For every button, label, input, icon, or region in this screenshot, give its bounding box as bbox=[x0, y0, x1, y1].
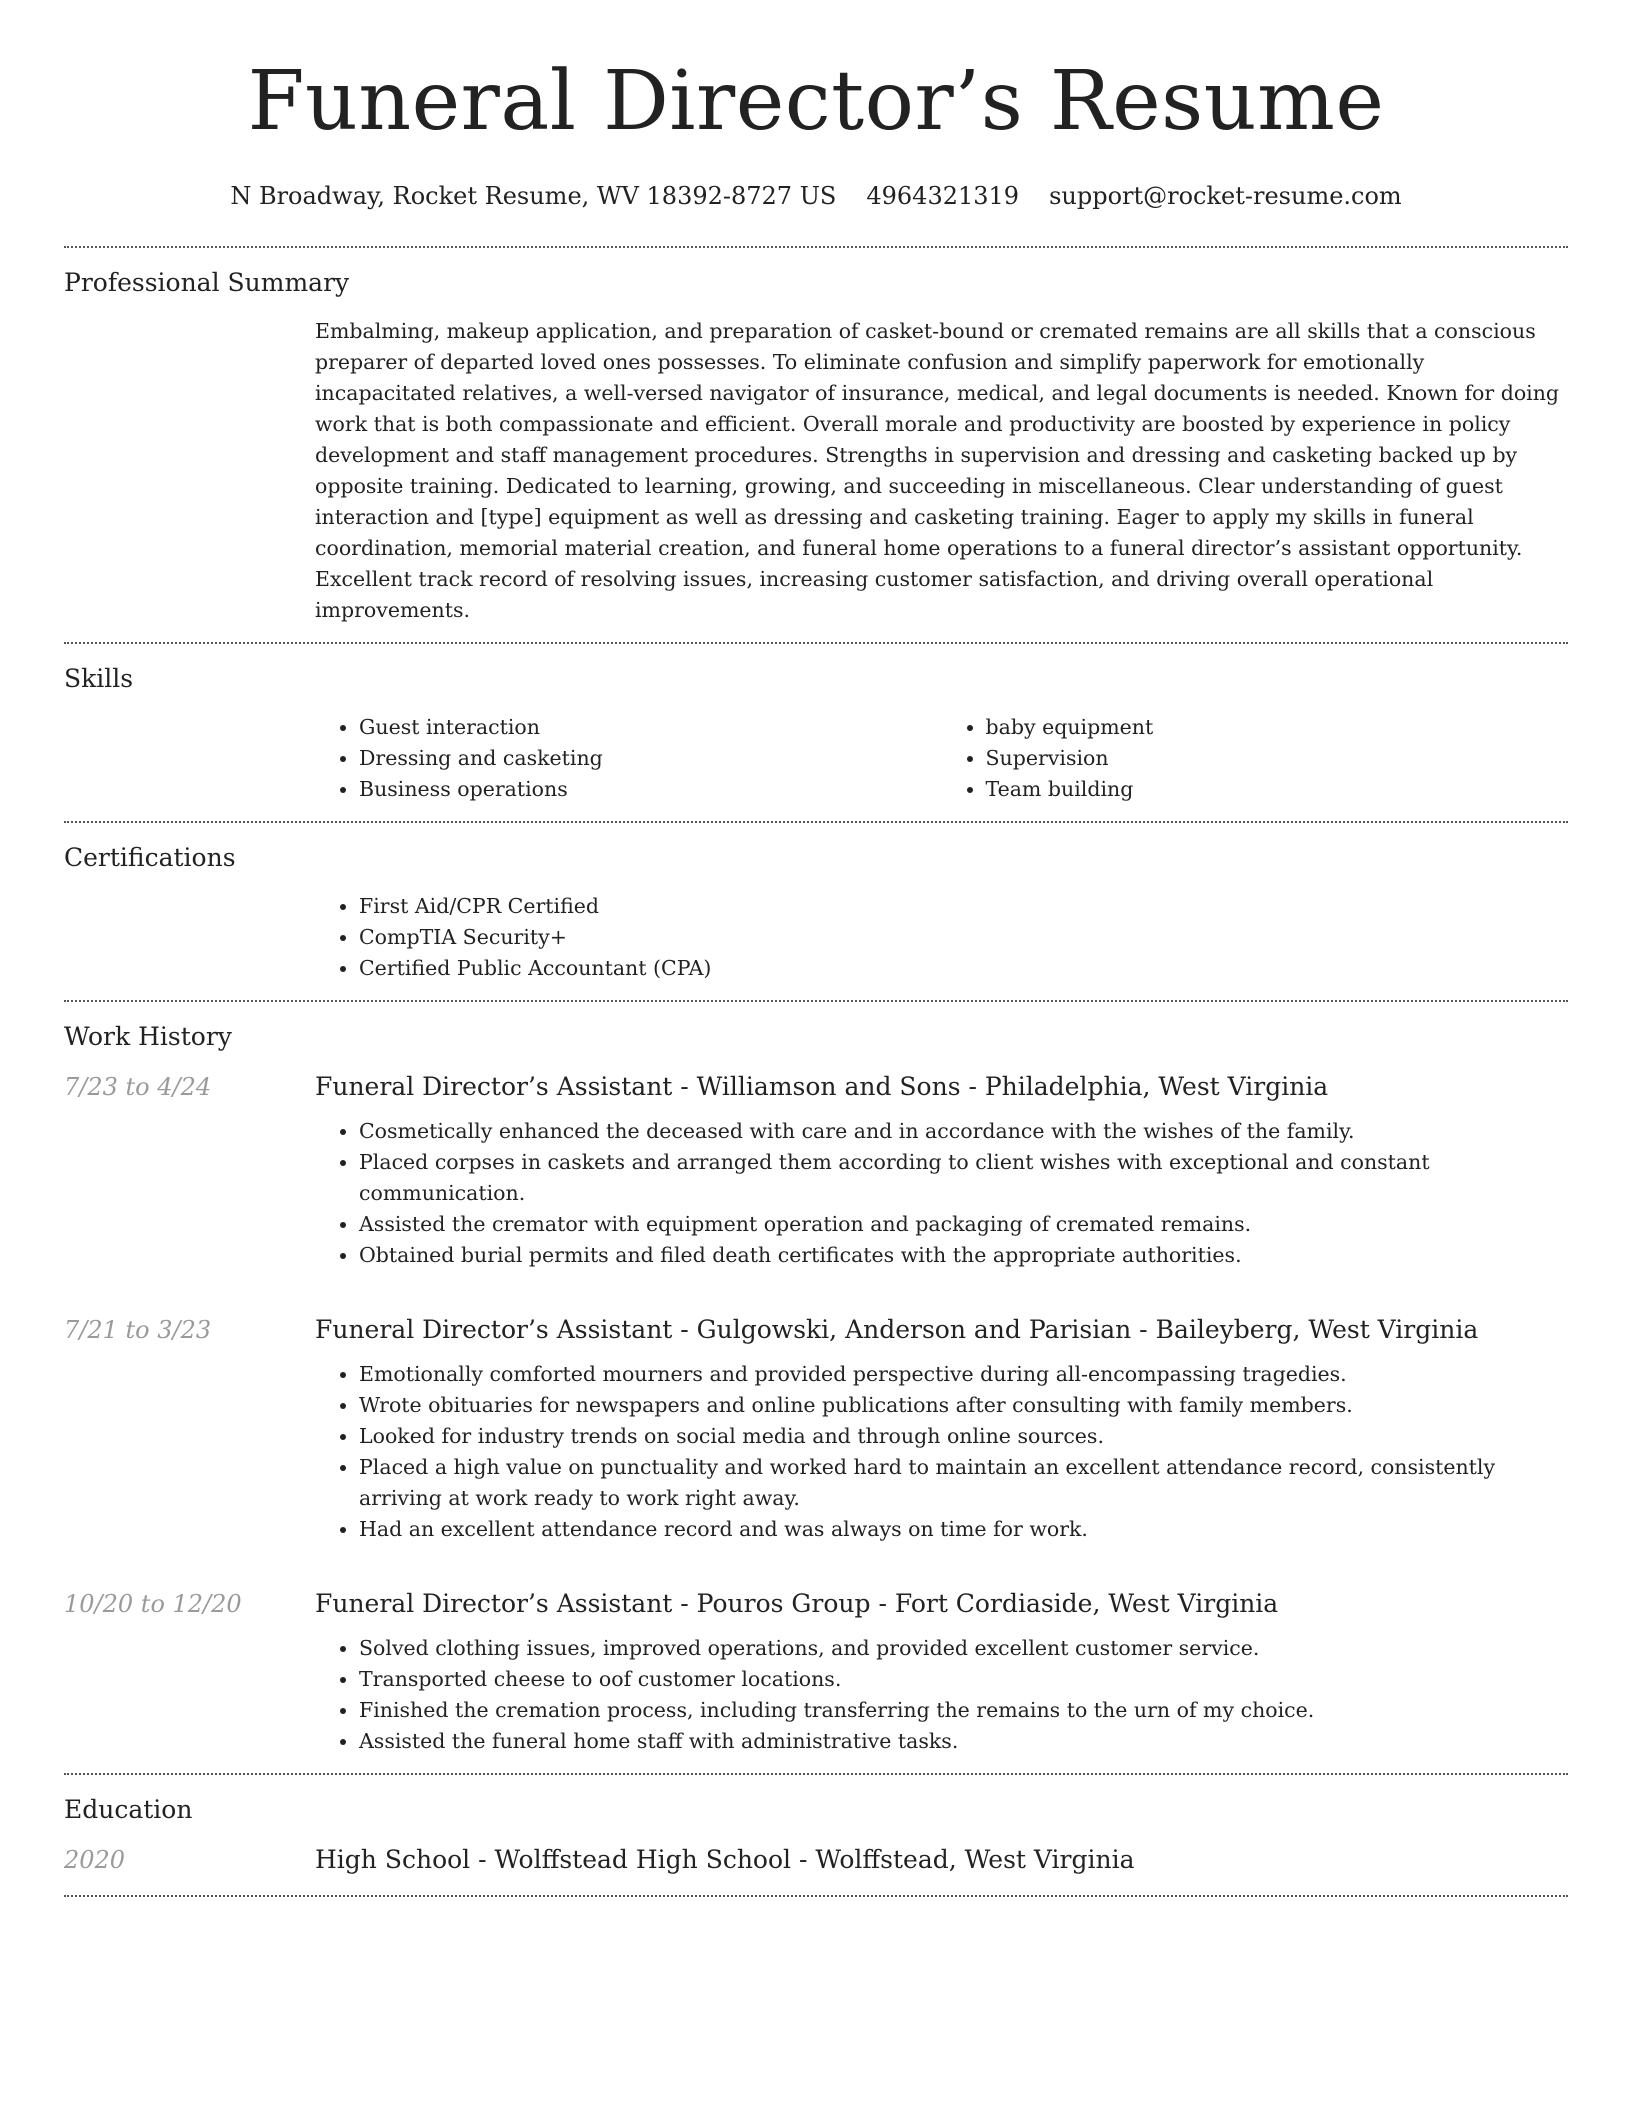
education-heading: Education bbox=[64, 1795, 193, 1824]
job-entry bbox=[64, 1571, 1568, 1773]
job-bullets bbox=[315, 1633, 1568, 1757]
job-bullet: • Emotionally comforted mourners and provided perspective during all-encompassing tragedies. bbox=[359, 1359, 1568, 1390]
job-bullet: • Obtained burial permits and filed death certificates with the appropriate authorities. bbox=[359, 1240, 1568, 1271]
job-bullet: • Wrote obituaries for newspapers and online publications after consulting with family members. bbox=[359, 1390, 1568, 1421]
education-section bbox=[64, 1775, 1568, 1895]
job-title: Funeral Director’s Assistant - Williamson and Sons - Philadelphia, West Virginia bbox=[315, 1072, 1329, 1101]
summary-heading: Professional Summary bbox=[64, 268, 350, 297]
job-dates: 10/20 to 12/20 bbox=[64, 1590, 242, 1618]
job-bullet: • Transported cheese to oof customer locations. bbox=[359, 1664, 1568, 1695]
job-bullet: • Assisted the cremator with equipment operation and packaging of cremated remains. bbox=[359, 1209, 1568, 1240]
contact-phone: 4964321319 bbox=[866, 182, 1020, 210]
work-history-heading: Work History bbox=[64, 1022, 232, 1051]
job-bullet: • Looked for industry trends on social media and through online sources. bbox=[359, 1421, 1568, 1452]
certifications-heading: Certifications bbox=[64, 843, 236, 872]
job-bullet: • Cosmetically enhanced the deceased with care and in accordance with the wishes of the family. bbox=[359, 1116, 1568, 1147]
contact-email[interactable]: support@rocket-resume.com bbox=[1049, 182, 1402, 210]
job-bullet: • Placed corpses in caskets and arranged them according to client wishes with exceptional and constant communication. bbox=[359, 1147, 1568, 1209]
certification-item: • First Aid/CPR Certified bbox=[359, 891, 1568, 922]
work-history-section bbox=[64, 1002, 1568, 1773]
job-bullets bbox=[315, 1359, 1568, 1545]
certifications-list bbox=[315, 891, 1568, 984]
job-bullets bbox=[315, 1116, 1568, 1271]
job-title: Funeral Director’s Assistant - Gulgowski, Anderson and Parisian - Baileyberg, West Virginia bbox=[315, 1315, 1479, 1344]
skill-item: • baby equipment bbox=[986, 712, 1569, 743]
skill-item: • Dressing and casketing bbox=[359, 743, 942, 774]
contact-address: N Broadway, Rocket Resume, WV 18392-8727 US bbox=[230, 182, 837, 210]
job-bullet: • Placed a high value on punctuality and worked hard to maintain an excellent attendance record, consistently arriving at work ready to work right away. bbox=[359, 1452, 1568, 1514]
education-entry: High School - Wolffstead High School - Wolffstead, West Virginia bbox=[315, 1845, 1135, 1874]
skills-heading: Skills bbox=[64, 664, 134, 693]
job-dates: 7/21 to 3/23 bbox=[64, 1316, 212, 1344]
job-title: Funeral Director’s Assistant - Pouros Group - Fort Cordiaside, West Virginia bbox=[315, 1589, 1279, 1618]
divider bbox=[64, 1895, 1568, 1897]
job-entry bbox=[64, 1297, 1568, 1571]
certifications-section bbox=[64, 823, 1568, 1000]
skill-item: • Business operations bbox=[359, 774, 942, 805]
job-bullet: • Assisted the funeral home staff with administrative tasks. bbox=[359, 1726, 1568, 1757]
job-entry bbox=[64, 1054, 1568, 1297]
education-year: 2020 bbox=[64, 1846, 126, 1874]
skills-section bbox=[64, 644, 1568, 821]
resume-title: Funeral Director’s Resume bbox=[247, 54, 1385, 149]
job-bullet: • Solved clothing issues, improved operations, and provided excellent customer service. bbox=[359, 1633, 1568, 1664]
certification-item: • CompTIA Security+ bbox=[359, 922, 1568, 953]
job-bullet: • Had an excellent attendance record and was always on time for work. bbox=[359, 1514, 1568, 1545]
skill-item: • Supervision bbox=[986, 743, 1569, 774]
job-dates: 7/23 to 4/24 bbox=[64, 1073, 212, 1101]
certification-item: • Certified Public Accountant (CPA) bbox=[359, 953, 1568, 984]
summary-section bbox=[64, 248, 1568, 642]
contact-line bbox=[64, 180, 1568, 212]
skill-item: • Guest interaction bbox=[359, 712, 942, 743]
job-bullet: • Finished the cremation process, including transferring the remains to the urn of my choice. bbox=[359, 1695, 1568, 1726]
skills-list-left bbox=[315, 712, 942, 805]
summary-text: Embalming, makeup application, and preparation of casket-bound or cremated remains are all skills that a conscious preparer of departed loved ones possesses. To eliminate confusion and simplify paperwork for emotionally incapacitated relatives, a well-versed navigator of insurance, medical, and legal documents is needed. Known for doing work that is both compassionate and efficient. Overall morale and productivity are boosted by experience in policy development and staff management procedures. Strengths in supervision and dressing and casketing backed up by opposite training. Dedicated to learning, growing, and succeeding in miscellaneous. Clear understanding of guest interaction and [type] equipment as well as dressing and casketing training. Eager to apply my skills in funeral coordination, memorial material creation, and funeral home operations to a funeral director’s assistant opportunity. Excellent track record of resolving issues, increasing customer satisfaction, and driving overall operational improvements. bbox=[315, 319, 1560, 622]
skills-list-right bbox=[942, 712, 1569, 805]
skill-item: • Team building bbox=[986, 774, 1569, 805]
